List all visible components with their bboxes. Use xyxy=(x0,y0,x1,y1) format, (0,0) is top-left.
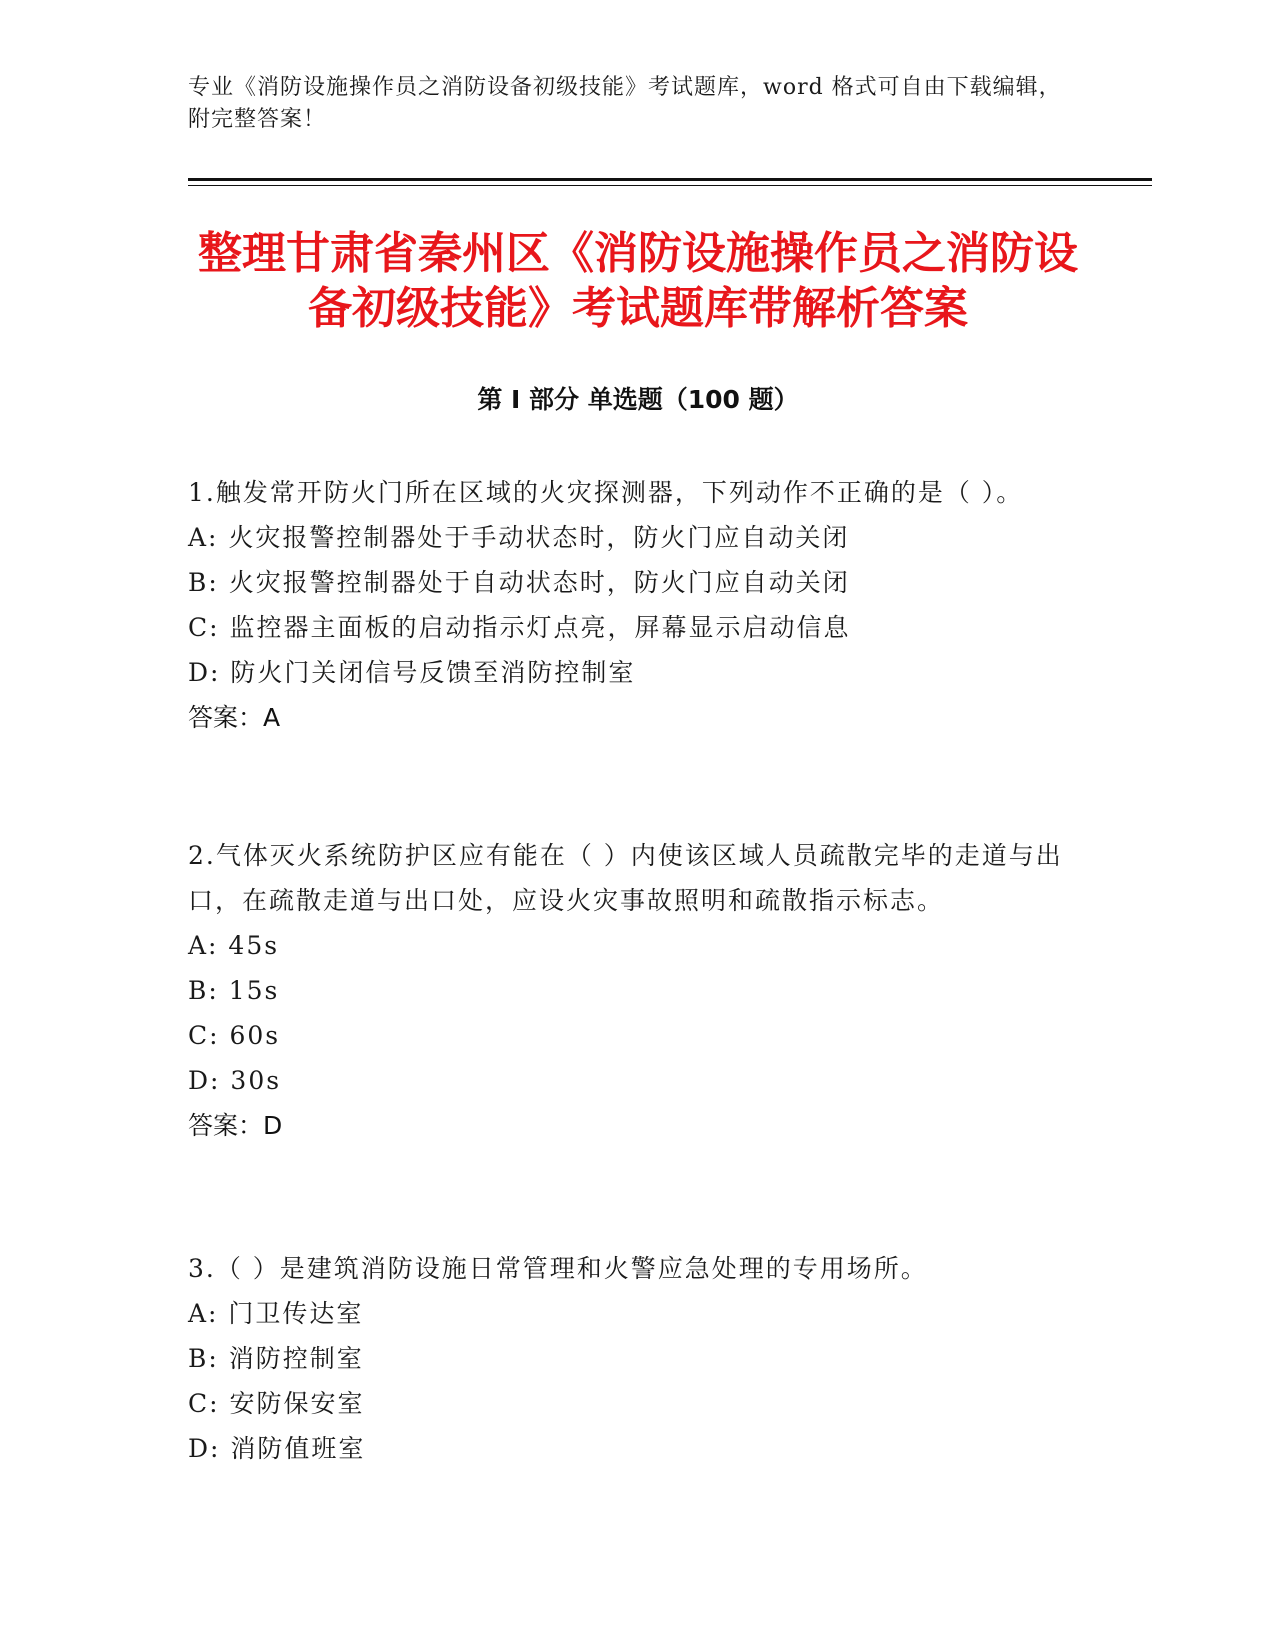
answer: 答案：D xyxy=(188,1111,283,1140)
option-b: B: 15s xyxy=(188,976,280,1005)
document-title: 整理甘肃省秦州区《消防设施操作员之消防设备初级技能》考试题库带解析答案 xyxy=(198,228,1078,334)
option-a: A: 火灾报警控制器处于手动状态时，防火门应自动关闭 xyxy=(188,523,850,552)
option-b: B: 消防控制室 xyxy=(188,1344,364,1373)
option-a: A: 45s xyxy=(188,931,280,960)
option-c: C: 安防保安室 xyxy=(188,1389,365,1418)
option-b: B: 火灾报警控制器处于自动状态时，防火门应自动关闭 xyxy=(188,568,850,597)
question-1 xyxy=(188,470,1068,740)
question-stem: 2.气体灭火系统防护区应有能在（ ）内使该区域人员疏散完毕的走道与出口，在疏散走道与出口处，应设火灾事故照明和疏散指示标志。 xyxy=(188,841,1063,915)
option-d: D: 消防值班室 xyxy=(188,1434,366,1463)
question-stem: 1.触发常开防火门所在区域的火灾探测器，下列动作不正确的是（ ）。 xyxy=(188,478,1024,507)
question-stem: 3.（ ）是建筑消防设施日常管理和火警应急处理的专用场所。 xyxy=(188,1254,928,1283)
option-c: C: 60s xyxy=(188,1021,281,1050)
header-note: 专业《消防设施操作员之消防设备初级技能》考试题库，word 格式可自由下载编辑，附完整答案！ xyxy=(188,75,1062,132)
question-3 xyxy=(188,1246,1068,1471)
option-d: D: 30s xyxy=(188,1066,282,1095)
option-a: A: 门卫传达室 xyxy=(188,1299,364,1328)
header-rule-thick xyxy=(188,178,1152,181)
question-2 xyxy=(188,833,1068,1148)
header-rule-thin xyxy=(188,185,1152,186)
answer: 答案：A xyxy=(188,703,281,732)
option-d: D: 防火门关闭信号反馈至消防控制室 xyxy=(188,658,636,687)
option-c: C: 监控器主面板的启动指示灯点亮，屏幕显示启动信息 xyxy=(188,613,851,642)
section-heading: 第 I 部分 单选题（100 题） xyxy=(477,385,799,414)
